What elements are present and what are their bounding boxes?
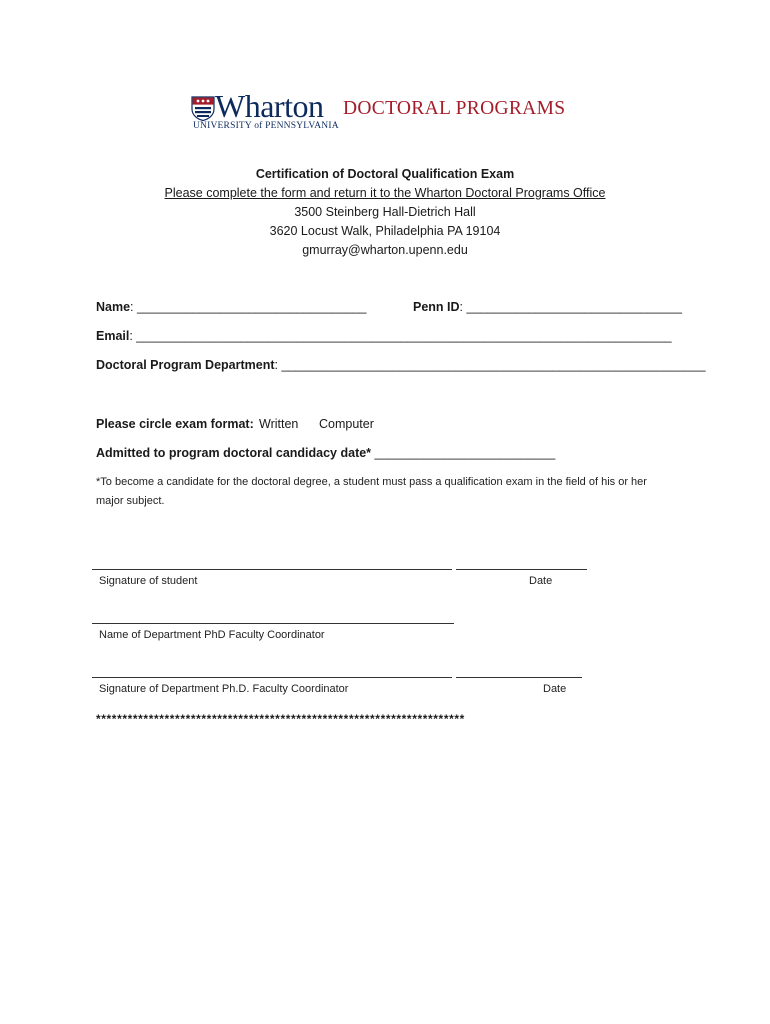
asterisk-divider: ********************************************************************** [96, 712, 465, 726]
coordinator-signature-label: Signature of Department Ph.D. Faculty Coordinator [99, 683, 349, 695]
department-blank[interactable]: : _____________________________________________________________ [274, 358, 706, 372]
admitted-date-field[interactable] [96, 446, 555, 460]
exam-format-row [96, 417, 254, 431]
name-field[interactable] [96, 300, 366, 314]
pennid-label: Penn ID [413, 300, 460, 314]
address-line-1: 3500 Steinberg Hall-Dietrich Hall [294, 205, 476, 219]
email-field[interactable] [96, 329, 672, 343]
university-name: UNIVERSITY of PENNSYLVANIA [193, 121, 339, 131]
admitted-date-label: Admitted to program doctoral candidacy date* [96, 446, 372, 460]
exam-option-computer[interactable]: Computer [319, 417, 374, 431]
student-signature-label: Signature of student [99, 575, 198, 587]
form-instruction: Please complete the form and return it to the Wharton Doctoral Programs Office [164, 186, 606, 200]
pennid-blank[interactable]: : _______________________________ [459, 300, 683, 314]
wharton-logo [191, 88, 591, 134]
form-title: Certification of Doctoral Qualification Exam [255, 167, 515, 181]
department-field[interactable] [96, 358, 706, 372]
penn-shield-icon [191, 96, 215, 121]
coordinator-date-label: Date [543, 683, 567, 695]
admitted-date-blank[interactable]: __________________________ [371, 446, 556, 460]
address-line-2: 3620 Locust Walk, Philadelphia PA 19104 [269, 224, 501, 238]
coordinator-name-line[interactable] [92, 623, 454, 624]
department-label: Doctoral Program Department [96, 358, 275, 372]
coordinator-date-line[interactable] [456, 677, 582, 678]
email-blank[interactable]: : _____________________________________________________________________________ [129, 329, 672, 343]
exam-format-label: Please circle exam format: [96, 417, 254, 431]
doctoral-programs-title: DOCTORAL PROGRAMS [343, 98, 566, 119]
candidacy-note-line-2: major subject. [96, 495, 165, 507]
coordinator-name-label: Name of Department PhD Faculty Coordinator [99, 629, 325, 641]
candidacy-note-line-1: *To become a candidate for the doctoral degree, a student must pass a qualification exam in the field of his or her [96, 476, 647, 488]
coordinator-signature-line[interactable] [92, 677, 452, 678]
wharton-wordmark: Wharton [215, 88, 324, 124]
exam-option-written[interactable]: Written [259, 417, 299, 431]
student-signature-line[interactable] [92, 569, 452, 570]
student-date-line[interactable] [456, 569, 587, 570]
office-email: gmurray@wharton.upenn.edu [302, 243, 468, 257]
name-blank[interactable]: : _________________________________ [130, 300, 367, 314]
name-label: Name [96, 300, 131, 314]
email-label: Email [96, 329, 130, 343]
student-date-label: Date [529, 575, 553, 587]
pennid-field[interactable] [413, 300, 682, 314]
